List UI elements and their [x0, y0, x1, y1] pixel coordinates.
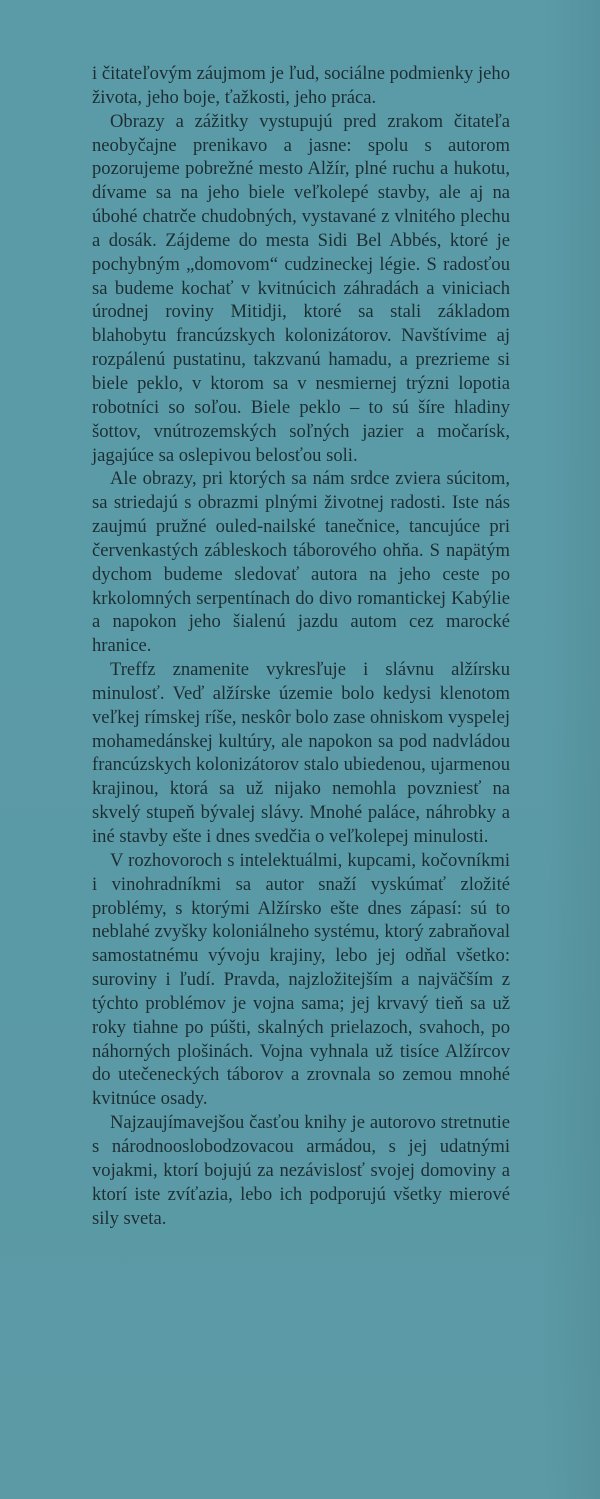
page-edge-shade	[542, 0, 600, 1499]
paragraph-4: Treffz znamenite vykresľuje i slávnu alžírsku minulosť. Veď alžírske územie bolo kedysi klenotom veľkej rímskej ríše, neskôr bolo zase ohniskom vyspelej mohamedánskej kultúry, ale napokon sa pod nadvládou francúzskych kolonizátorov stalo ubiedenou, ujarmenou krajinou, ktorá sa už nijako nemohla povzniesť na skvelý stupeň bývalej slávy. Mnohé paláce, náhrobky a iné stavby ešte i dnes svedčia o veľkolepej minulosti.	[92, 659, 510, 847]
paragraph-2: Obrazy a zážitky vystupujú pred zrakom čitateľa neobyčajne prenikavo a jasne: spolu s autorom pozorujeme pobrežné mesto Alžír, plné ruchu a hukotu, dívame sa na jeho biele veľkolepé stavby, ale aj na úbohé chatrče chudobných, vystavané z vlnitého plechu a dosák. Zájdeme do mesta Sidi Bel Abbés, ktoré je pochybným „domovom“ cudzineckej légie. S radosťou sa budeme kochať v kvitnúcich záhradách a viniciach úrodnej roviny Mitidji, ktoré sa stali základom blahobytu francúzskych kolonizátorov. Navštívime aj rozpálenú pustatinu, takzvanú hamadu, a prezrieme si biele peklo, v ktorom sa v nesmiernej trýzni lopotia robotníci so soľou. Biele peklo – to sú šíre hladiny šottov, vnútrozemských soľných jazier a močarísk, jagajúce sa oslepivou belosťou soli.	[92, 110, 510, 466]
paragraph-5: V rozhovoroch s intelektuálmi, kupcami, kočovníkmi i vinohradníkmi sa autor snaží vyskúmať zložité problémy, s ktorými Alžírsko ešte dnes zápasí: sú to neblahé zvyšky koloniálneho systému, ktorý zabraňoval samostatnému vývoju krajiny, lebo jej odňal všetko: suroviny i ľudí. Pravda, najzložitejším a najväčším z týchto problémov je vojna sama; jej krvavý tieň sa už roky tiahne po púšti, skalných prielazoch, svahoch, po náhorných plošinách. Vojna vyhnala už tisíce Alžírcov do utečeneckých táborov a zrovnala so zemou mnohé kvitnúce osady.	[92, 849, 510, 1110]
paragraph-1: i čitateľovým záujmom je ľud, sociálne podmienky jeho života, jeho boje, ťažkosti, jeho práca.	[92, 63, 510, 108]
paragraph-3: Ale obrazy, pri ktorých sa nám srdce zviera súcitom, sa striedajú s obrazmi plnými životnej radosti. Iste nás zaujmú pružné ouled-nailské tanečnice, tancujúce pri červenkastých zábleskoch táborového ohňa. S napätým dychom budeme sledovať autora na jeho ceste po krkolomných serpentínach do divo romantickej Kabýlie a napokon jeho šialenú jazdu autom cez marocké hranice.	[92, 468, 510, 657]
paragraph-6: Najzaujímavejšou časťou knihy je autorovo stretnutie s národnooslobodzovacou armádou, s jej udatnými vojakmi, ktorí bojujú za nezávislosť svojej domoviny a ktorí iste zvíťazia, lebo ich podporujú všetky mierové sily sveta.	[92, 1112, 510, 1229]
body-text-column	[92, 62, 510, 1230]
